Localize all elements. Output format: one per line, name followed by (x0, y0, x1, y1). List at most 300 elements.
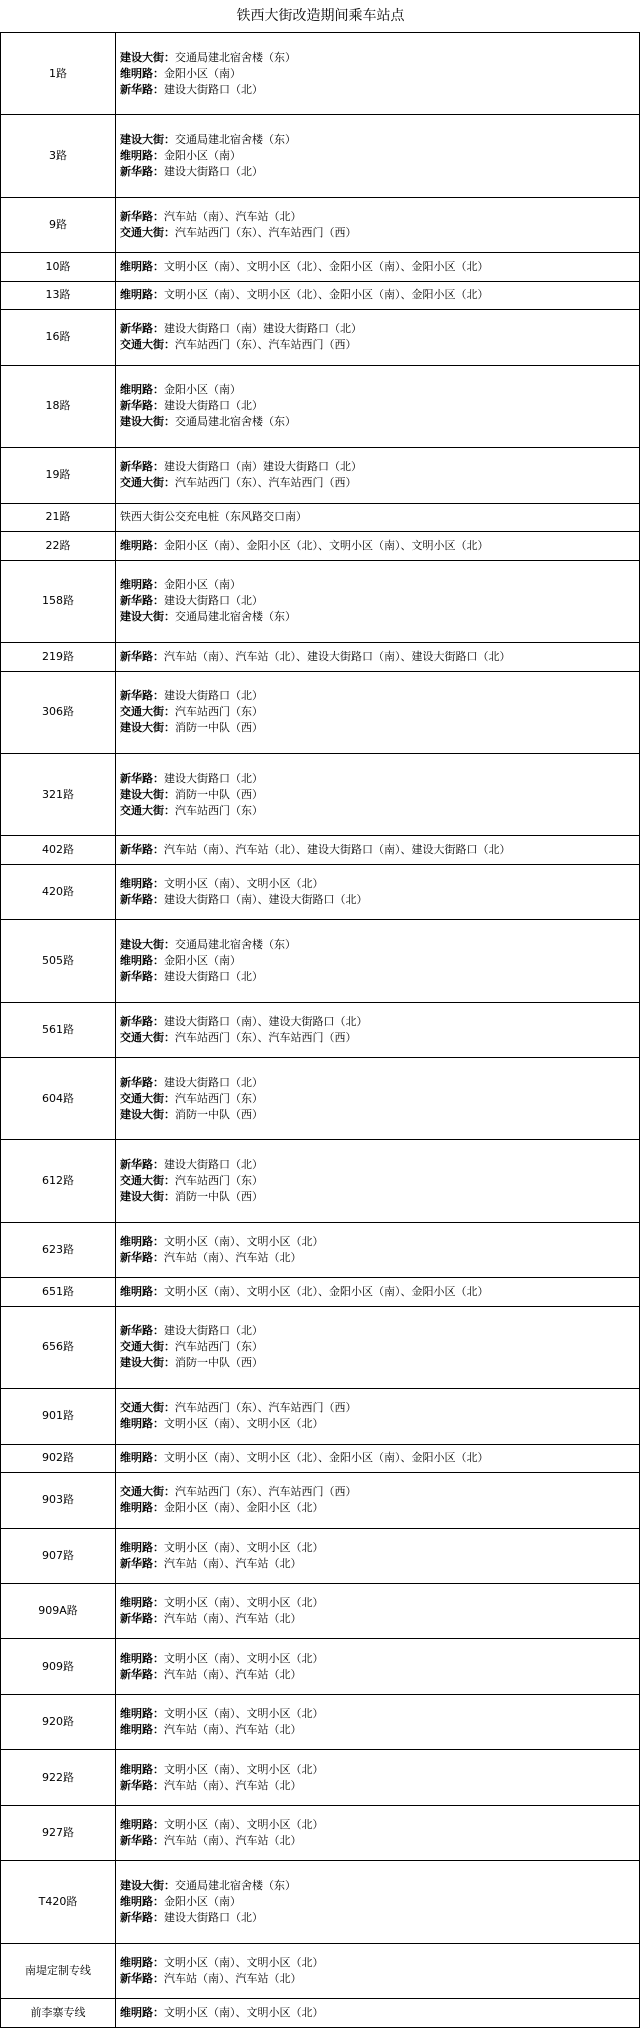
route-stops-cell (116, 1750, 640, 1805)
stop-names: 文明小区（南）、文明小区（北） (164, 877, 324, 891)
stop-names: 建设大街路口（北） (164, 1910, 263, 1924)
stop-names: 汽车站西门（东）、汽车站西门（西） (175, 1030, 357, 1044)
stop-line (120, 593, 639, 609)
road-label: 维明路： (120, 538, 164, 552)
route-stops-cell (116, 281, 640, 310)
road-label: 建设大街： (120, 1878, 175, 1892)
stop-names: 文明小区（南）、文明小区（北） (164, 1417, 324, 1431)
stop-line (120, 1817, 639, 1833)
route-stops-cell (116, 1694, 640, 1749)
route-name-cell: 656路 (1, 1306, 116, 1388)
table-row (1, 1999, 640, 2028)
route-name-cell: 321路 (1, 753, 116, 835)
road-label: 维明路： (120, 1762, 164, 1776)
stop-names: 交通局建北宿舍楼（东） (175, 937, 296, 951)
stop-names: 文明小区（南）、文明小区（北） (164, 1818, 324, 1832)
route-name-cell: 3路 (1, 115, 116, 197)
route-stops-cell (116, 365, 640, 447)
stop-line (120, 1339, 639, 1355)
route-stops-cell (116, 671, 640, 753)
route-name-cell: T420路 (1, 1861, 116, 1943)
stop-names: 汽车站（南）、汽车站（北） (164, 1778, 302, 1792)
stop-line (120, 771, 639, 787)
stop-line (120, 148, 639, 164)
stop-names: 汽车站（南）、汽车站（北）、建设大街路口（南）、建设大街路口（北） (164, 843, 511, 857)
road-label: 维明路： (120, 1596, 164, 1610)
route-stops-cell (116, 1002, 640, 1057)
route-name-cell: 612路 (1, 1140, 116, 1222)
stop-names: 汽车站西门（东）、汽车站西门（西） (175, 338, 357, 352)
road-label: 新华路： (120, 322, 164, 336)
table-row (1, 1750, 640, 1805)
table-row (1, 310, 640, 365)
route-stops-cell (116, 1528, 640, 1583)
stop-names: 金阳小区（南） (164, 953, 241, 967)
stop-names: 建设大街路口（北） (164, 82, 263, 96)
stop-names: 汽车站（南）、汽车站（北） (164, 1834, 302, 1848)
road-label: 建设大街： (120, 50, 175, 64)
stop-names: 消防一中队（西） (175, 1356, 263, 1370)
stop-names: 汽车站（南）、汽车站（北）、建设大街路口（南）、建设大街路口（北） (164, 649, 511, 663)
route-name-cell: 158路 (1, 560, 116, 642)
stop-line (120, 1971, 639, 1987)
stop-line (120, 538, 639, 554)
route-stops-cell (116, 1861, 640, 1943)
road-label: 建设大街： (120, 787, 175, 801)
table-row (1, 1584, 640, 1639)
route-stops-cell (116, 560, 640, 642)
route-stops-cell (116, 197, 640, 252)
table-row (1, 197, 640, 252)
road-label: 新华路： (120, 1556, 164, 1570)
stop-names: 文明小区（南）、文明小区（北）、金阳小区（南）、金阳小区（北） (164, 1284, 489, 1298)
stop-names: 汽车站（南）、汽车站（北） (164, 1556, 302, 1570)
route-name-cell: 南堤定制专线 (1, 1943, 116, 1998)
route-name-cell: 907路 (1, 1528, 116, 1583)
route-stops-cell (116, 836, 640, 865)
stop-line (120, 1250, 639, 1266)
road-label: 新华路： (120, 1250, 164, 1264)
table-row (1, 1694, 640, 1749)
stop-line (120, 1484, 639, 1500)
stop-names: 汽车站（南）、汽车站（北） (164, 209, 302, 223)
stop-line (120, 1706, 639, 1722)
table-row (1, 560, 640, 642)
road-label: 建设大街： (120, 937, 175, 951)
stop-line (120, 382, 639, 398)
route-table-body (1, 33, 640, 2028)
route-name-cell: 903路 (1, 1473, 116, 1528)
stop-line (120, 321, 639, 337)
road-label: 新华路： (120, 1971, 164, 1985)
road-label: 新华路： (120, 1834, 164, 1848)
stop-line (120, 398, 639, 414)
route-name-cell: 604路 (1, 1058, 116, 1140)
stop-line (120, 1833, 639, 1849)
route-name-cell: 19路 (1, 448, 116, 503)
route-stops-cell (116, 1473, 640, 1528)
road-label: 维明路： (120, 1501, 164, 1515)
stop-line (120, 2005, 639, 2021)
stop-names: 汽车站（南）、汽车站（北） (164, 1250, 302, 1264)
stop-names: 汽车站（南）、汽车站（北） (164, 1723, 302, 1737)
route-stops-cell (116, 753, 640, 835)
road-label: 新华路： (120, 1778, 164, 1792)
route-stops-cell (116, 864, 640, 919)
route-name-cell: 402路 (1, 836, 116, 865)
stop-names: 文明小区（南）、文明小区（北） (164, 1540, 324, 1554)
stop-names: 建设大街路口（北） (164, 1158, 263, 1172)
stop-line (120, 1075, 639, 1091)
road-label: 新华路： (120, 1667, 164, 1681)
road-label: 维明路： (120, 1818, 164, 1832)
stop-line (120, 1955, 639, 1971)
stop-names: 金阳小区（南）、金阳小区（北） (164, 1501, 324, 1515)
stop-line (120, 1450, 639, 1466)
stop-line (120, 704, 639, 720)
road-label: 交通大街： (120, 338, 175, 352)
stop-names: 建设大街路口（北） (164, 689, 263, 703)
stop-names: 文明小区（南）、文明小区（北） (164, 1762, 324, 1776)
stop-line (120, 1091, 639, 1107)
stop-line (120, 842, 639, 858)
route-name-cell: 901路 (1, 1389, 116, 1444)
road-label: 建设大街： (120, 1356, 175, 1370)
stop-names: 汽车站西门（东） (175, 705, 263, 719)
table-row (1, 1639, 640, 1694)
stop-names: 金阳小区（南）、金阳小区（北）、文明小区（南）、文明小区（北） (164, 538, 489, 552)
route-stops-cell (116, 1140, 640, 1222)
stop-line (120, 787, 639, 803)
stop-line (120, 720, 639, 736)
stop-names: 汽车站西门（东）、汽车站西门（西） (175, 1401, 357, 1415)
route-name-cell: 13路 (1, 281, 116, 310)
road-label: 维明路： (120, 1894, 164, 1908)
road-label: 新华路： (120, 771, 164, 785)
route-name-cell: 902路 (1, 1444, 116, 1473)
table-row (1, 503, 640, 532)
stop-line (120, 969, 639, 985)
route-name-cell: 922路 (1, 1750, 116, 1805)
stop-names: 汽车站（南）、汽车站（北） (164, 1612, 302, 1626)
stop-names: 汽车站西门（东） (175, 1340, 263, 1354)
route-stops-cell (116, 310, 640, 365)
stop-line (120, 132, 639, 148)
stop-line (120, 50, 639, 66)
stop-names: 文明小区（南）、文明小区（北） (164, 1651, 324, 1665)
stop-names: 建设大街路口（南）、建设大街路口（北） (164, 893, 368, 907)
stop-line (120, 1556, 639, 1572)
stop-names: 建设大街路口（北） (164, 1075, 263, 1089)
road-label: 建设大街： (120, 721, 175, 735)
stop-line (120, 1894, 639, 1910)
road-label: 新华路： (120, 1014, 164, 1028)
route-name-cell: 10路 (1, 253, 116, 282)
stop-line (120, 1284, 639, 1300)
route-name-cell: 16路 (1, 310, 116, 365)
route-name-cell: 9路 (1, 197, 116, 252)
route-name-cell: 22路 (1, 532, 116, 561)
route-name-cell: 909路 (1, 1639, 116, 1694)
road-label: 维明路： (120, 149, 164, 163)
table-row (1, 33, 640, 115)
route-name-cell: 623路 (1, 1222, 116, 1277)
road-label: 建设大街： (120, 133, 175, 147)
road-label: 维明路： (120, 1284, 164, 1298)
road-label: 交通大街： (120, 1091, 175, 1105)
stop-line (120, 1651, 639, 1667)
table-row (1, 1528, 640, 1583)
stop-names: 汽车站西门（东） (175, 1091, 263, 1105)
table-row (1, 1278, 640, 1307)
road-label: 维明路： (120, 1417, 164, 1431)
table-row (1, 1058, 640, 1140)
stop-names: 交通局建北宿舍楼（东） (175, 50, 296, 64)
road-label: 维明路： (120, 1651, 164, 1665)
stop-line (120, 1157, 639, 1173)
table-row (1, 1861, 640, 1943)
stop-names: 铁西大街公交充电桩（东风路交口南） (120, 510, 307, 524)
route-stops-cell (116, 920, 640, 1002)
route-stops-cell (116, 642, 640, 671)
table-row (1, 1805, 640, 1860)
stop-names: 文明小区（南）、文明小区（北） (164, 1955, 324, 1969)
road-label: 维明路： (120, 1540, 164, 1554)
route-name-cell: 420路 (1, 864, 116, 919)
stop-names: 建设大街路口（北） (164, 165, 263, 179)
table-row (1, 1222, 640, 1277)
road-label: 维明路： (120, 1955, 164, 1969)
stop-line (120, 649, 639, 665)
stop-names: 消防一中队（西） (175, 787, 263, 801)
road-label: 交通大街： (120, 225, 175, 239)
road-label: 建设大街： (120, 1190, 175, 1204)
road-label: 维明路： (120, 288, 164, 302)
table-row (1, 365, 640, 447)
stop-line (120, 953, 639, 969)
route-name-cell: 909A路 (1, 1584, 116, 1639)
stop-line (120, 1416, 639, 1432)
road-label: 新华路： (120, 843, 164, 857)
stop-names: 汽车站西门（东） (175, 803, 263, 817)
road-label: 维明路： (120, 578, 164, 592)
stop-names: 建设大街路口（北） (164, 399, 263, 413)
road-label: 新华路： (120, 649, 164, 663)
stop-line (120, 1595, 639, 1611)
route-stops-cell (116, 1058, 640, 1140)
road-label: 维明路： (120, 953, 164, 967)
stop-names: 金阳小区（南） (164, 66, 241, 80)
table-row (1, 864, 640, 919)
road-label: 交通大街： (120, 1174, 175, 1188)
road-label: 新华路： (120, 594, 164, 608)
road-label: 建设大街： (120, 415, 175, 429)
stop-line (120, 1667, 639, 1683)
stop-line (120, 1778, 639, 1794)
route-stops-cell (116, 532, 640, 561)
stop-line (120, 459, 639, 475)
route-name-cell: 306路 (1, 671, 116, 753)
table-row (1, 1002, 640, 1057)
route-stops-cell (116, 1639, 640, 1694)
stop-names: 文明小区（南）、文明小区（北）、金阳小区（南）、金阳小区（北） (164, 1451, 489, 1465)
stop-line (120, 876, 639, 892)
stop-names: 交通局建北宿舍楼（东） (175, 610, 296, 624)
road-label: 建设大街： (120, 610, 175, 624)
stop-names: 文明小区（南）、文明小区（北） (164, 1707, 324, 1721)
stop-line (120, 1722, 639, 1738)
stop-names: 汽车站（南）、汽车站（北） (164, 1667, 302, 1681)
stop-names: 消防一中队（西） (175, 1107, 263, 1121)
route-stops-cell (116, 1444, 640, 1473)
stop-line (120, 259, 639, 275)
road-label: 新华路： (120, 689, 164, 703)
road-label: 新华路： (120, 1158, 164, 1172)
road-label: 维明路： (120, 1234, 164, 1248)
table-row (1, 253, 640, 282)
stop-line (120, 688, 639, 704)
table-row (1, 1473, 640, 1528)
route-name-cell: 1路 (1, 33, 116, 115)
road-label: 交通大街： (120, 803, 175, 817)
road-label: 新华路： (120, 399, 164, 413)
table-row (1, 671, 640, 753)
stop-line (120, 1910, 639, 1926)
stop-line (120, 577, 639, 593)
table-row (1, 1389, 640, 1444)
road-label: 交通大街： (120, 1030, 175, 1044)
route-stops-cell (116, 1999, 640, 2028)
stop-line (120, 1030, 639, 1046)
stop-names: 建设大街路口（南）建设大街路口（北） (164, 322, 362, 336)
stop-names: 文明小区（南）、文明小区（北）、金阳小区（南）、金阳小区（北） (164, 288, 489, 302)
road-label: 维明路： (120, 1707, 164, 1721)
stop-line (120, 609, 639, 625)
road-label: 新华路： (120, 460, 164, 474)
stop-line (120, 1234, 639, 1250)
route-stops-cell (116, 1222, 640, 1277)
route-stops-cell (116, 253, 640, 282)
stop-names: 金阳小区（南） (164, 1894, 241, 1908)
stop-names: 文明小区（南）、文明小区（北）、金阳小区（南）、金阳小区（北） (164, 259, 489, 273)
stop-line (120, 209, 639, 225)
page-title: 铁西大街改造期间乘车站点 (236, 8, 405, 24)
stop-line (120, 1323, 639, 1339)
route-stops-cell (116, 1584, 640, 1639)
stop-names: 金阳小区（南） (164, 149, 241, 163)
road-label: 维明路： (120, 1723, 164, 1737)
road-label: 维明路： (120, 1451, 164, 1465)
route-name-cell: 505路 (1, 920, 116, 1002)
road-label: 建设大街： (120, 1107, 175, 1121)
stop-line (120, 66, 639, 82)
stop-line (120, 287, 639, 303)
stop-line (120, 82, 639, 98)
route-name-cell: 651路 (1, 1278, 116, 1307)
road-label: 新华路： (120, 1910, 164, 1924)
stop-names: 文明小区（南）、文明小区（北） (164, 1596, 324, 1610)
road-label: 新华路： (120, 969, 164, 983)
stop-line (120, 509, 639, 525)
road-label: 新华路： (120, 893, 164, 907)
stop-line (120, 1107, 639, 1123)
stop-line (120, 1500, 639, 1516)
road-label: 新华路： (120, 1324, 164, 1338)
stop-line (120, 1355, 639, 1371)
route-name-cell: 18路 (1, 365, 116, 447)
route-name-cell: 21路 (1, 503, 116, 532)
stop-names: 建设大街路口（北） (164, 1324, 263, 1338)
stop-names: 建设大街路口（南）、建设大街路口（北） (164, 1014, 368, 1028)
stop-line (120, 1173, 639, 1189)
stop-names: 交通局建北宿舍楼（东） (175, 133, 296, 147)
stop-names: 汽车站西门（东）、汽车站西门（西） (175, 225, 357, 239)
road-label: 新华路： (120, 1612, 164, 1626)
table-row (1, 836, 640, 865)
road-label: 维明路： (120, 383, 164, 397)
table-row (1, 1943, 640, 1998)
stop-line (120, 414, 639, 430)
table-row (1, 1140, 640, 1222)
stop-names: 金阳小区（南） (164, 578, 241, 592)
stop-line (120, 1762, 639, 1778)
stop-line (120, 937, 639, 953)
route-stops-cell (116, 115, 640, 197)
route-name-cell: 920路 (1, 1694, 116, 1749)
stop-names: 金阳小区（南） (164, 383, 241, 397)
route-name-cell: 561路 (1, 1002, 116, 1057)
route-stops-cell (116, 1389, 640, 1444)
route-name-cell: 前李寨专线 (1, 1999, 116, 2028)
road-label: 交通大街： (120, 1485, 175, 1499)
stop-line (120, 1400, 639, 1416)
stop-line (120, 1878, 639, 1894)
stop-names: 交通局建北宿舍楼（东） (175, 415, 296, 429)
stop-names: 建设大街路口（北） (164, 969, 263, 983)
stop-names: 汽车站西门（东）、汽车站西门（西） (175, 1485, 357, 1499)
stop-line (120, 337, 639, 353)
road-label: 维明路： (120, 66, 164, 80)
route-name-cell: 219路 (1, 642, 116, 671)
stop-line (120, 1611, 639, 1627)
route-stops-cell (116, 33, 640, 115)
road-label: 新华路： (120, 82, 164, 96)
road-label: 维明路： (120, 877, 164, 891)
road-label: 交通大街： (120, 1340, 175, 1354)
road-label: 交通大街： (120, 1401, 175, 1415)
table-row (1, 532, 640, 561)
road-label: 新华路： (120, 209, 164, 223)
road-label: 交通大街： (120, 476, 175, 490)
stop-names: 消防一中队（西） (175, 721, 263, 735)
stop-names: 文明小区（南）、文明小区（北） (164, 1234, 324, 1248)
table-row (1, 115, 640, 197)
route-stops-cell (116, 1306, 640, 1388)
stop-names: 交通局建北宿舍楼（东） (175, 1878, 296, 1892)
stop-names: 汽车站西门（东） (175, 1174, 263, 1188)
table-row (1, 448, 640, 503)
stop-line (120, 892, 639, 908)
route-stops-cell (116, 448, 640, 503)
route-stops-cell (116, 1278, 640, 1307)
table-row (1, 753, 640, 835)
stop-line (120, 803, 639, 819)
route-stops-cell (116, 503, 640, 532)
stop-names: 建设大街路口（北） (164, 594, 263, 608)
road-label: 交通大街： (120, 705, 175, 719)
stop-names: 建设大街路口（北） (164, 771, 263, 785)
road-label: 维明路： (120, 259, 164, 273)
